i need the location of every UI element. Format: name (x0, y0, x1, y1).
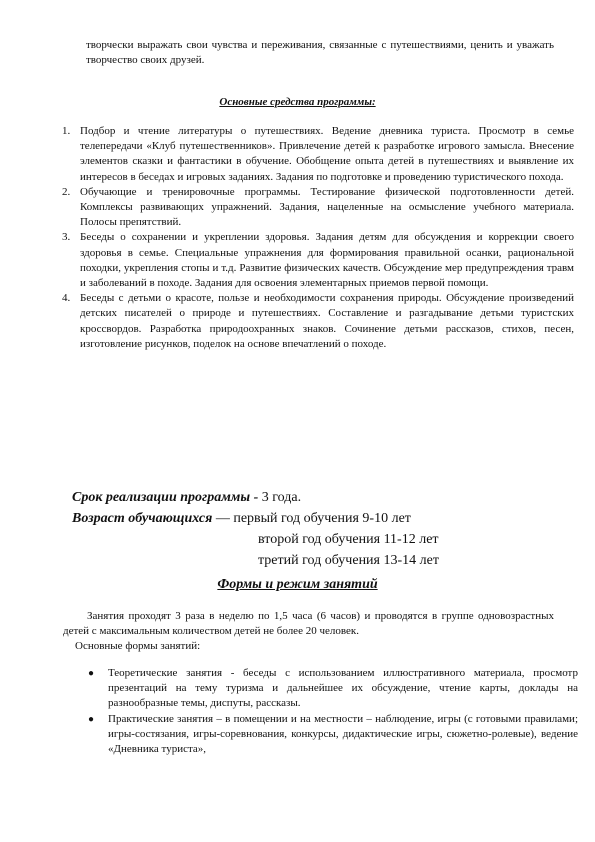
bullet-text: Теоретические занятия - беседы с использованием иллюстративного материала, просмотр презентаций на тему туризма и дальнейшее их обсуждение, чтение карты, доклады на разнообразные темы, диспуты, рассказы. (108, 667, 578, 710)
means-heading: Основные средства программы: (219, 96, 376, 108)
list-number: 2. (62, 185, 71, 198)
forms-section (63, 609, 554, 655)
bullet-item-1 (88, 666, 578, 712)
list-item-text: Подбор и чтение литературы о путешествиях. Ведение дневника туриста. Просмотр в семье телепередачи «Клуб путешественников». Привлечение детей к разработке игрового замысла. Внесение элементов сказки и фантастики в обучение. Обобщение опыта детей в путешествиях и выявление их интересов в беседах и игровых заданиях. Задания по подготовке и проведению туристического похода. (80, 125, 574, 183)
list-item-text: Беседы с детьми о красоте, пользе и необходимости сохранения природы. Обсуждение произведений детских писателей о природе и путешествиях. Составление и разгадывание детьми туристских кроссвордов. Разработка природоохранных знаков. Сочинение детьми рассказов, стихов, песен, изготовление рисунков, поделок на основе впечатлений о походе. (80, 292, 574, 350)
means-item-1 (62, 124, 574, 185)
list-item-text: Беседы о сохранении и укреплении здоровья. Задания детям для обсуждения и коррекции своего здоровья в семье. Специальные упражнения для формирования правильной осанки, рациональной походки, укрепления стопы и т.д. Развитие физических качеств. Обсуждение мер предупреждения травм и заболеваний в походе. Задания для освоения элементарных приемов первой помощи. (80, 231, 574, 290)
program-term-block (72, 487, 542, 571)
age-row (72, 508, 542, 529)
age-dash: — (212, 511, 234, 526)
means-list (60, 124, 574, 352)
age-year-3: третий год обучения 13-14 лет (258, 553, 439, 568)
age-year-1: первый год обучения 9-10 лет (233, 511, 411, 526)
term-row (72, 487, 542, 508)
term-value: 3 года. (258, 490, 302, 505)
age-year-2: второй год обучения 11-12 лет (258, 532, 439, 547)
intro-paragraph: творчески выражать свои чувства и переживания, связанные с путешествиями, ценить и уважать творчество своих друзей. (86, 39, 554, 67)
forms-heading: Формы и режим занятий (217, 577, 378, 592)
list-item-text: Обучающие и тренировочные программы. Тестирование физической подготовленности детей. Комплексы развивающих упражнений. Задания, нацеленные на осмысление учебного материала. Полосы препятствий. (80, 185, 574, 229)
term-label: Срок реализации программы - (72, 490, 259, 505)
bullet-icon: ● (88, 713, 95, 725)
list-number: 3. (62, 231, 71, 244)
means-item-3 (62, 230, 574, 291)
forms-paragraph: Занятия проходят 3 раза в неделю по 1,5 часа (6 часов) и проводятся в группе одновозрастных детей с максимальным количеством детей не более 20 человек. (63, 610, 554, 638)
means-item-2 (62, 185, 574, 231)
forms-bullet-list (84, 666, 578, 757)
means-item-4 (62, 291, 574, 352)
list-number: 1. (62, 125, 71, 137)
bullet-text: Практические занятия – в помещении и на местности – наблюдение, игры (с готовыми правилами; игры-состязания, игры-соревнования, конкурсы, дидактические игры, сюжетно-ролевые), ведение «Дневника туриста», (108, 712, 578, 756)
bullet-icon: ● (88, 668, 95, 679)
bullet-item-2 (88, 712, 578, 758)
age-label: Возраст обучающихся (72, 511, 213, 526)
forms-subheading: Основные формы занятий: (75, 640, 201, 653)
list-number: 4. (62, 292, 71, 305)
